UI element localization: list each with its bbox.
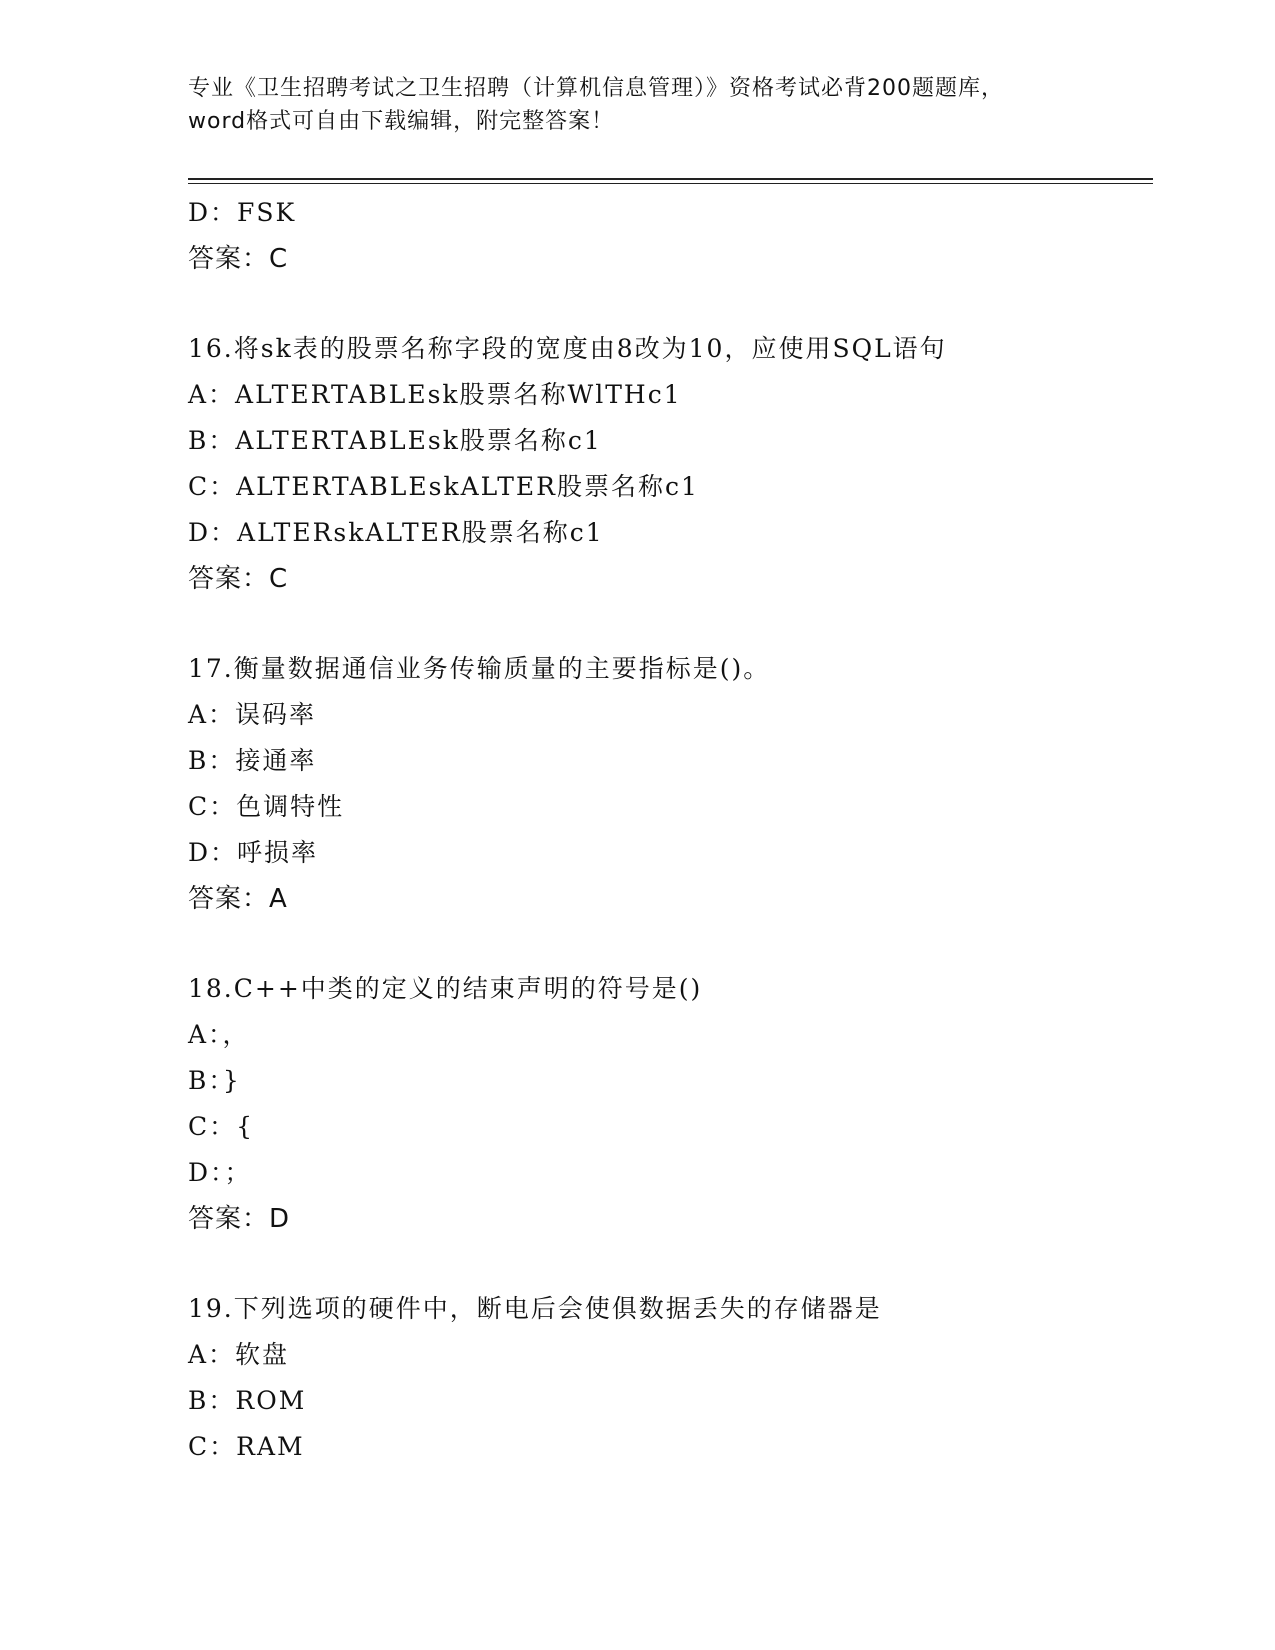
option-b: B：} xyxy=(188,1066,241,1095)
header-divider-thick xyxy=(188,178,1153,180)
option-d: D：FSK xyxy=(188,198,297,227)
question-18 xyxy=(188,966,1148,1242)
option-c: C：ALTERTABLEskALTER股票名称c1 xyxy=(188,472,699,501)
option-c: C：{ xyxy=(188,1112,255,1141)
option-b: B：接通率 xyxy=(188,746,317,775)
option-d: D：； xyxy=(188,1158,252,1187)
question-stem: 19.下列选项的硬件中，断电后会使俱数据丢失的存储器是 xyxy=(188,1294,882,1323)
question-17 xyxy=(188,646,1148,922)
answer-line: 答案：D xyxy=(188,1204,291,1234)
option-a: A：ALTERTABLEsk股票名称WlTHc1 xyxy=(188,380,682,409)
option-a: A：， xyxy=(188,1020,250,1049)
question-list xyxy=(188,190,1148,1470)
option-b: B：ROM xyxy=(188,1386,307,1415)
option-b: B：ALTERTABLEsk股票名称c1 xyxy=(188,426,602,455)
answer-line: 答案：C xyxy=(188,564,289,594)
document-header xyxy=(188,72,1088,138)
header-divider-thin xyxy=(188,183,1153,184)
question-19 xyxy=(188,1286,1148,1470)
spacer xyxy=(188,1242,1148,1286)
option-c: C：色调特性 xyxy=(188,792,345,821)
question-stem: 17.衡量数据通信业务传输质量的主要指标是()。 xyxy=(188,654,771,683)
option-c: C：RAM xyxy=(188,1432,305,1461)
question-16 xyxy=(188,326,1148,602)
option-a: A：误码率 xyxy=(188,700,317,729)
header-title-line-1: 专业《卫生招聘考试之卫生招聘（计算机信息管理）》资格考试必背200题题库， xyxy=(188,76,1004,101)
spacer xyxy=(188,282,1148,326)
question-stem: 16.将sk表的股票名称字段的宽度由8改为10，应使用SQL语句 xyxy=(188,334,947,363)
question-stem: 18.C++中类的定义的结束声明的符号是() xyxy=(188,974,703,1003)
spacer xyxy=(188,922,1148,966)
answer-line: 答案：A xyxy=(188,884,288,914)
option-d: D：ALTERskALTER股票名称c1 xyxy=(188,518,604,547)
option-a: A：软盘 xyxy=(188,1340,290,1369)
answer-line: 答案：C xyxy=(188,244,289,274)
spacer xyxy=(188,602,1148,646)
header-title-line-2: word格式可自由下载编辑，附完整答案！ xyxy=(188,109,615,134)
option-d: D：呼损率 xyxy=(188,838,319,867)
